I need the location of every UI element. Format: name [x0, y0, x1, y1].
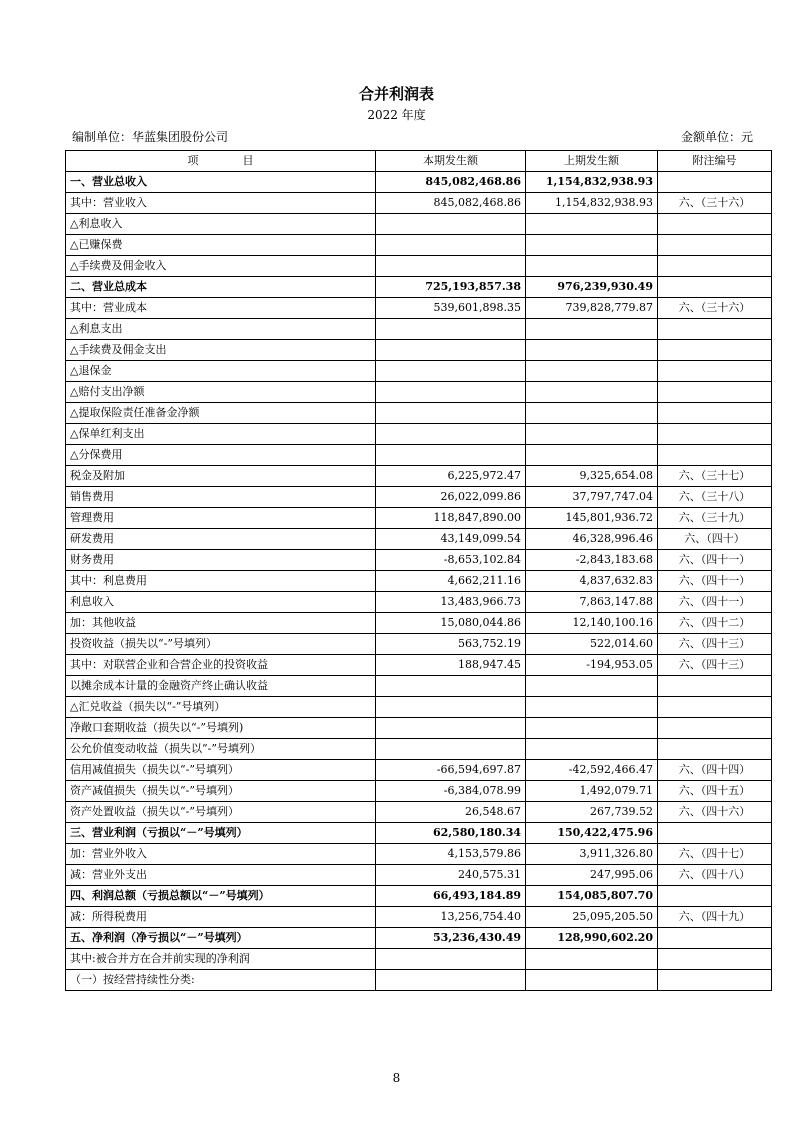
row-current-amount: -66,594,697.87	[376, 760, 526, 781]
row-note-ref: 六、（三十九）	[658, 508, 772, 529]
table-row	[66, 823, 772, 844]
row-current-amount: 26,022,099.86	[376, 487, 526, 508]
report-title: 合并利润表	[358, 85, 434, 103]
row-note-ref	[658, 823, 772, 844]
company-name: 编制单位：华蓝集团股份公司	[72, 130, 229, 144]
row-current-amount	[376, 319, 526, 340]
row-current-amount: 6,225,972.47	[376, 466, 526, 487]
row-previous-amount: 1,154,832,938.93	[526, 172, 658, 193]
row-note-ref: 六、（三十六）	[658, 193, 772, 214]
row-item-label: 信用减值损失（损失以“-”号填列）	[66, 760, 376, 781]
table-row	[66, 172, 772, 193]
row-previous-amount	[526, 949, 658, 970]
row-previous-amount	[526, 340, 658, 361]
row-item-label: 研发费用	[66, 529, 376, 550]
row-note-ref	[658, 676, 772, 697]
row-current-amount	[376, 382, 526, 403]
row-item-label: 一、营业总收入	[66, 172, 376, 193]
table-body	[66, 172, 772, 991]
row-item-label: 财务费用	[66, 550, 376, 571]
row-item-label: △提取保险责任准备金净额	[66, 403, 376, 424]
table-header-row	[66, 151, 772, 172]
page-number: 8	[392, 1071, 401, 1085]
row-note-ref: 六、（四十六）	[658, 802, 772, 823]
row-previous-amount: 7,863,147.88	[526, 592, 658, 613]
table-row	[66, 571, 772, 592]
table-row	[66, 214, 772, 235]
row-item-label: 税金及附加	[66, 466, 376, 487]
row-note-ref	[658, 424, 772, 445]
row-note-ref: 六、（四十三）	[658, 655, 772, 676]
row-previous-amount: -194,953.05	[526, 655, 658, 676]
row-previous-amount	[526, 319, 658, 340]
table-row	[66, 949, 772, 970]
table-row	[66, 907, 772, 928]
row-previous-amount: 145,801,936.72	[526, 508, 658, 529]
table-row	[66, 928, 772, 949]
row-note-ref	[658, 403, 772, 424]
row-note-ref	[658, 361, 772, 382]
row-previous-amount	[526, 214, 658, 235]
row-item-label: 销售费用	[66, 487, 376, 508]
row-current-amount: 240,575.31	[376, 865, 526, 886]
table-row	[66, 739, 772, 760]
row-item-label: 其中：营业成本	[66, 298, 376, 319]
row-note-ref: 六、（四十一）	[658, 550, 772, 571]
row-current-amount	[376, 676, 526, 697]
row-current-amount: 62,580,180.34	[376, 823, 526, 844]
row-previous-amount: -42,592,466.47	[526, 760, 658, 781]
row-item-label: 资产减值损失（损失以“-”号填列）	[66, 781, 376, 802]
row-current-amount	[376, 340, 526, 361]
row-item-label: 其中：利息费用	[66, 571, 376, 592]
row-previous-amount: 247,995.06	[526, 865, 658, 886]
table-row	[66, 445, 772, 466]
table-row	[66, 424, 772, 445]
column-header-current: 本期发生额	[376, 151, 526, 172]
table-row	[66, 844, 772, 865]
table-row	[66, 382, 772, 403]
row-current-amount: 4,662,211.16	[376, 571, 526, 592]
row-previous-amount	[526, 361, 658, 382]
table-row	[66, 529, 772, 550]
row-note-ref	[658, 319, 772, 340]
row-current-amount: 725,193,857.38	[376, 277, 526, 298]
table-row	[66, 634, 772, 655]
row-previous-amount	[526, 970, 658, 991]
row-note-ref	[658, 235, 772, 256]
row-note-ref: 六、（四十四）	[658, 760, 772, 781]
row-item-label: 减：所得税费用	[66, 907, 376, 928]
report-period: 2022 年度	[367, 108, 426, 122]
row-item-label: 利息收入	[66, 592, 376, 613]
row-item-label: 资产处置收益（损失以“-”号填列）	[66, 802, 376, 823]
table-row	[66, 613, 772, 634]
row-note-ref: 六、（四十二）	[658, 613, 772, 634]
row-current-amount	[376, 949, 526, 970]
row-item-label: △汇兑收益（损失以“-”号填列）	[66, 697, 376, 718]
row-current-amount	[376, 235, 526, 256]
row-item-label: 其中:被合并方在合并前实现的净利润	[66, 949, 376, 970]
row-previous-amount: 150,422,475.96	[526, 823, 658, 844]
table-row	[66, 697, 772, 718]
row-note-ref	[658, 340, 772, 361]
row-current-amount	[376, 697, 526, 718]
table-row	[66, 193, 772, 214]
table-row	[66, 298, 772, 319]
row-note-ref: 六、（四十五）	[658, 781, 772, 802]
row-note-ref: 六、（四十一）	[658, 592, 772, 613]
row-current-amount	[376, 361, 526, 382]
row-item-label: △分保费用	[66, 445, 376, 466]
table-row	[66, 655, 772, 676]
row-previous-amount: 46,328,996.46	[526, 529, 658, 550]
column-header-note: 附注编号	[658, 151, 772, 172]
row-note-ref	[658, 277, 772, 298]
table-row	[66, 403, 772, 424]
table-row	[66, 718, 772, 739]
row-previous-amount	[526, 382, 658, 403]
column-header-item: 项 目	[66, 151, 376, 172]
row-current-amount: 66,493,184.89	[376, 886, 526, 907]
row-current-amount: 43,149,099.54	[376, 529, 526, 550]
table-row	[66, 550, 772, 571]
row-current-amount	[376, 424, 526, 445]
row-item-label: △利息支出	[66, 319, 376, 340]
row-previous-amount: 739,828,779.87	[526, 298, 658, 319]
table-row	[66, 802, 772, 823]
income-statement-table	[65, 150, 772, 991]
row-current-amount	[376, 970, 526, 991]
row-previous-amount	[526, 424, 658, 445]
row-note-ref: 六、（三十七）	[658, 466, 772, 487]
row-previous-amount	[526, 739, 658, 760]
row-note-ref: 六、（四十一）	[658, 571, 772, 592]
column-header-previous: 上期发生额	[526, 151, 658, 172]
table-row	[66, 886, 772, 907]
currency-unit: 金额单位：元	[680, 130, 753, 144]
row-previous-amount	[526, 697, 658, 718]
row-previous-amount	[526, 718, 658, 739]
row-current-amount: 539,601,898.35	[376, 298, 526, 319]
row-item-label: 净敞口套期收益（损失以“-”号填列)	[66, 718, 376, 739]
table-row	[66, 361, 772, 382]
row-previous-amount: 267,739.52	[526, 802, 658, 823]
row-note-ref	[658, 214, 772, 235]
row-item-label: △手续费及佣金支出	[66, 340, 376, 361]
table-row	[66, 508, 772, 529]
table-row	[66, 781, 772, 802]
row-note-ref	[658, 739, 772, 760]
row-current-amount	[376, 718, 526, 739]
row-current-amount	[376, 403, 526, 424]
row-note-ref	[658, 970, 772, 991]
row-current-amount: -6,384,078.99	[376, 781, 526, 802]
table-row	[66, 466, 772, 487]
row-previous-amount: -2,843,183.68	[526, 550, 658, 571]
row-previous-amount	[526, 403, 658, 424]
row-item-label: 公允价值变动收益（损失以“-”号填列）	[66, 739, 376, 760]
table-row	[66, 235, 772, 256]
row-previous-amount: 128,990,602.20	[526, 928, 658, 949]
row-current-amount: 845,082,468.86	[376, 172, 526, 193]
row-item-label: △保单红利支出	[66, 424, 376, 445]
row-current-amount: 13,256,754.40	[376, 907, 526, 928]
row-previous-amount: 9,325,654.08	[526, 466, 658, 487]
row-previous-amount	[526, 445, 658, 466]
row-note-ref	[658, 928, 772, 949]
row-current-amount	[376, 256, 526, 277]
row-previous-amount: 3,911,326.80	[526, 844, 658, 865]
row-current-amount: 15,080,044.86	[376, 613, 526, 634]
row-current-amount: 118,847,890.00	[376, 508, 526, 529]
row-current-amount: 188,947.45	[376, 655, 526, 676]
table-row	[66, 676, 772, 697]
table-row	[66, 970, 772, 991]
row-note-ref	[658, 445, 772, 466]
row-item-label: 五、净利润（净亏损以“－”号填列）	[66, 928, 376, 949]
table-row	[66, 592, 772, 613]
row-item-label: 加：营业外收入	[66, 844, 376, 865]
row-note-ref	[658, 886, 772, 907]
row-note-ref: 六、（四十八）	[658, 865, 772, 886]
row-item-label: 以摊余成本计量的金融资产终止确认收益	[66, 676, 376, 697]
row-item-label: △已赚保费	[66, 235, 376, 256]
row-item-label: △退保金	[66, 361, 376, 382]
row-note-ref	[658, 949, 772, 970]
row-note-ref: 六、（四十三）	[658, 634, 772, 655]
table-row	[66, 487, 772, 508]
row-note-ref: 六、（四十）	[658, 529, 772, 550]
table-row	[66, 865, 772, 886]
row-item-label: 四、利润总额（亏损总额以“－”号填列）	[66, 886, 376, 907]
row-item-label: △赔付支出净额	[66, 382, 376, 403]
table-row	[66, 760, 772, 781]
table-row	[66, 319, 772, 340]
row-item-label: 二、营业总成本	[66, 277, 376, 298]
row-item-label: 其中：营业收入	[66, 193, 376, 214]
row-item-label: △利息收入	[66, 214, 376, 235]
row-note-ref: 六、（三十八）	[658, 487, 772, 508]
row-item-label: 投资收益（损失以“-”号填列）	[66, 634, 376, 655]
row-item-label: 加：其他收益	[66, 613, 376, 634]
row-item-label: 减：营业外支出	[66, 865, 376, 886]
row-previous-amount	[526, 676, 658, 697]
row-item-label: 管理费用	[66, 508, 376, 529]
row-previous-amount: 12,140,100.16	[526, 613, 658, 634]
row-current-amount: -8,653,102.84	[376, 550, 526, 571]
row-current-amount: 563,752.19	[376, 634, 526, 655]
row-previous-amount: 154,085,807.70	[526, 886, 658, 907]
row-note-ref: 六、（四十九）	[658, 907, 772, 928]
table-row	[66, 277, 772, 298]
row-note-ref	[658, 697, 772, 718]
row-previous-amount: 4,837,632.83	[526, 571, 658, 592]
row-item-label: 其中：对联营企业和合营企业的投资收益	[66, 655, 376, 676]
row-current-amount: 4,153,579.86	[376, 844, 526, 865]
row-note-ref	[658, 382, 772, 403]
row-note-ref: 六、（三十六）	[658, 298, 772, 319]
row-item-label: （一）按经营持续性分类:	[66, 970, 376, 991]
table-row	[66, 256, 772, 277]
row-note-ref	[658, 256, 772, 277]
row-current-amount: 26,548.67	[376, 802, 526, 823]
row-previous-amount	[526, 235, 658, 256]
row-current-amount	[376, 739, 526, 760]
row-previous-amount	[526, 256, 658, 277]
row-previous-amount: 1,154,832,938.93	[526, 193, 658, 214]
row-previous-amount: 976,239,930.49	[526, 277, 658, 298]
row-previous-amount: 25,095,205.50	[526, 907, 658, 928]
row-note-ref	[658, 172, 772, 193]
row-current-amount: 53,236,430.49	[376, 928, 526, 949]
row-current-amount	[376, 214, 526, 235]
row-previous-amount: 522,014.60	[526, 634, 658, 655]
table-row	[66, 340, 772, 361]
row-note-ref: 六、（四十七）	[658, 844, 772, 865]
row-item-label: 三、营业利润（亏损以“－”号填列）	[66, 823, 376, 844]
row-current-amount: 845,082,468.86	[376, 193, 526, 214]
row-note-ref	[658, 718, 772, 739]
row-previous-amount: 37,797,747.04	[526, 487, 658, 508]
row-current-amount: 13,483,966.73	[376, 592, 526, 613]
row-previous-amount: 1,492,079.71	[526, 781, 658, 802]
row-current-amount	[376, 445, 526, 466]
row-item-label: △手续费及佣金收入	[66, 256, 376, 277]
